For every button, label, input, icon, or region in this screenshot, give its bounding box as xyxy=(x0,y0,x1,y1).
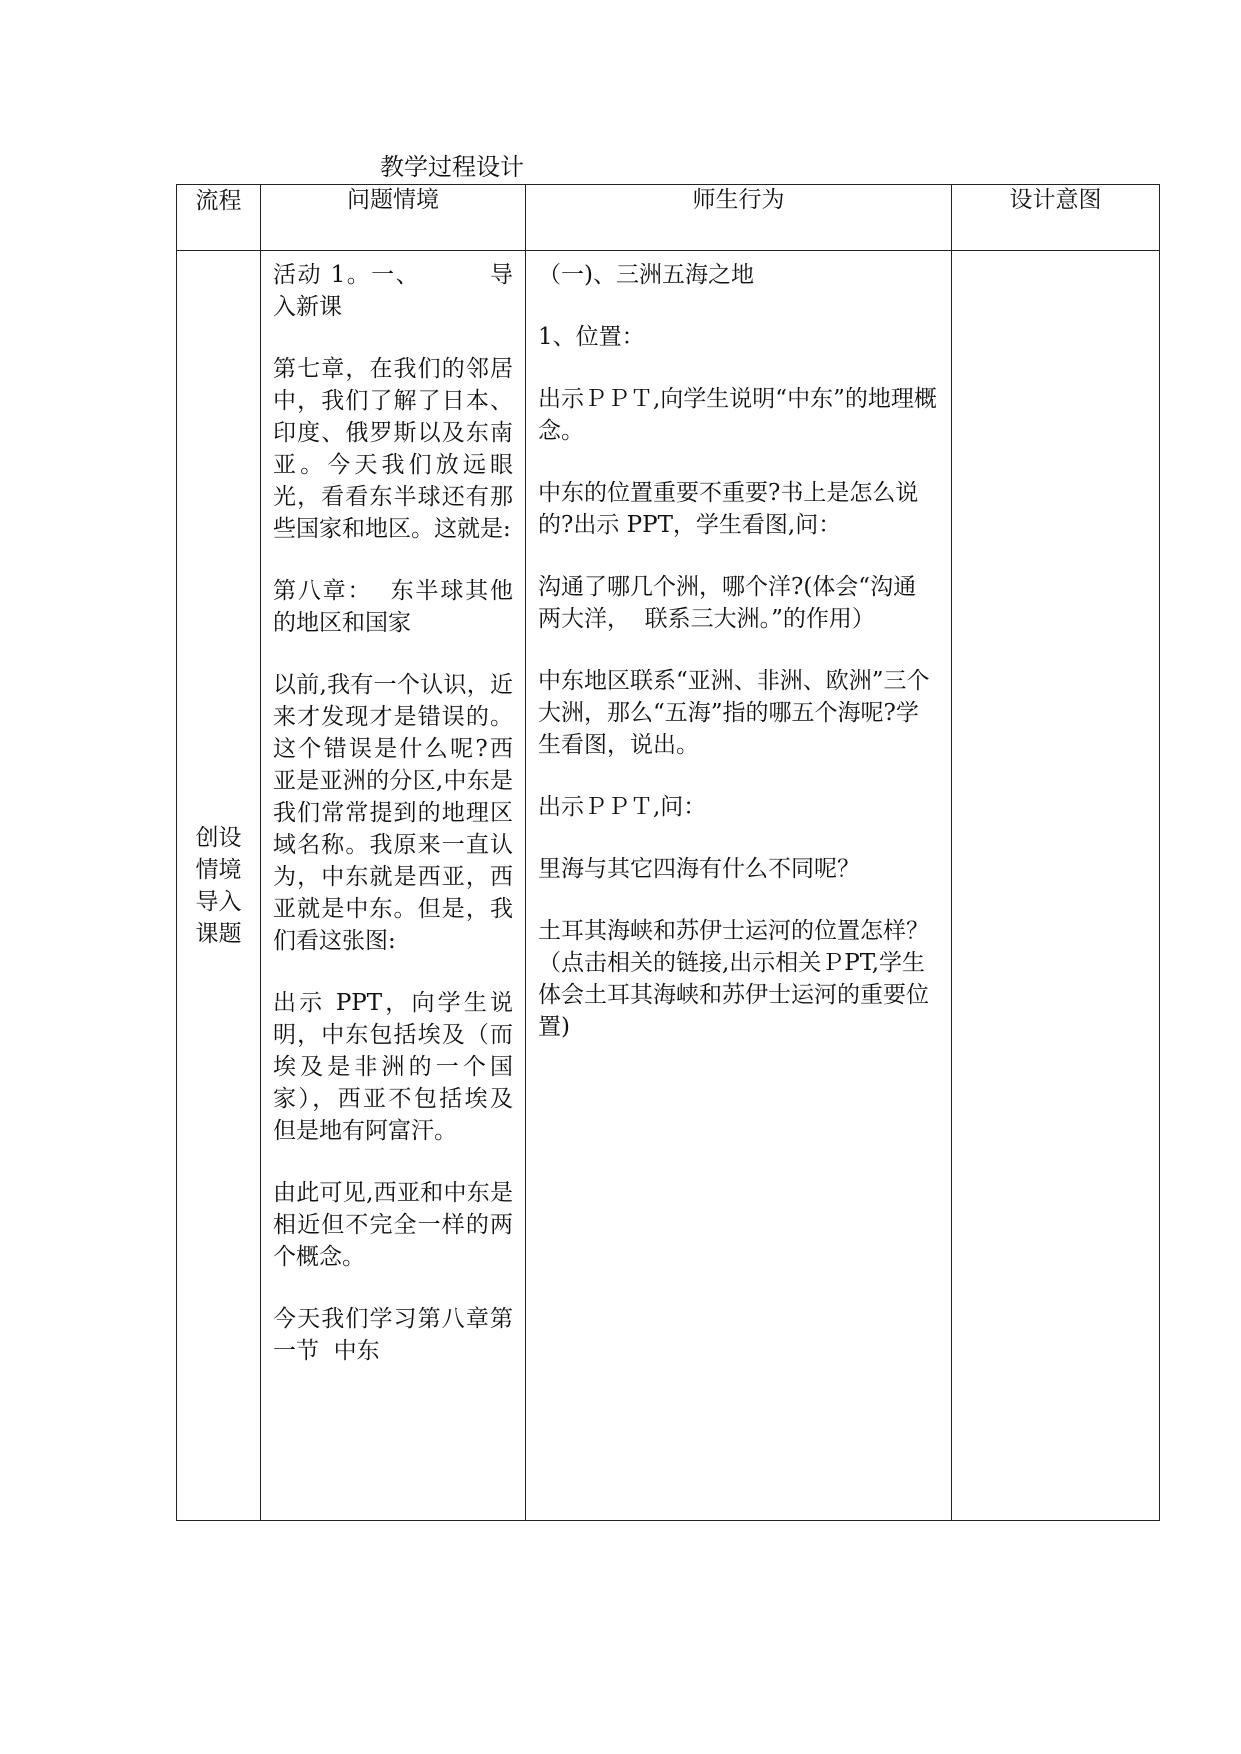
action-paragraph: 土耳其海峡和苏伊士运河的位置怎样？（点击相关的链接,出示相关ＰPT,学生体会土耳其海峡和苏伊士运河的重要位置) xyxy=(538,918,929,1040)
question-paragraph: 第八章： 东半球其他的地区和国家 xyxy=(273,578,513,636)
document-title: 教学过程设计 xyxy=(380,153,524,181)
action-paragraph: （一)、三洲五海之地 xyxy=(538,262,754,288)
action-paragraph: 出示ＰＰＴ,向学生说明“中东”的地理概念。 xyxy=(538,386,937,444)
action-paragraph: 1、位置： xyxy=(538,324,645,350)
flow-label: 创设情境导入课题 xyxy=(195,824,242,947)
actions-cell xyxy=(526,251,952,1521)
action-paragraph: 出示ＰＰＴ,问： xyxy=(538,794,707,820)
action-paragraph: 里海与其它四海有什么不同呢？ xyxy=(538,856,860,882)
question-paragraph: 由此可见,西亚和中东是相近但不完全一样的两个概念。 xyxy=(273,1180,513,1270)
question-paragraph: 第七章，在我们的邻居中，我们了解了日本、印度、俄罗斯以及东南亚。今天我们放远眼光，看看东半球还有那些国家和地区。这就是: xyxy=(273,356,513,542)
header-question: 问题情境 xyxy=(261,185,526,251)
question-paragraph: 活动 1。一、 导入新课 xyxy=(273,262,513,320)
design-cell xyxy=(952,251,1160,1521)
action-paragraph: 中东的位置重要不重要?书上是怎么说的?出示 PPT，学生看图,问： xyxy=(538,480,919,538)
flow-cell xyxy=(177,251,261,1521)
header-flow: 流程 xyxy=(177,185,261,251)
question-paragraph: 出示 PPT，向学生说明，中东包括埃及（而埃及是非洲的一个国家），西亚不包括埃及但是地有阿富汗。 xyxy=(273,990,513,1144)
question-paragraph: 以前,我有一个认识，近来才发现才是错误的。这个错误是什么呢?西亚是亚洲的分区,中东是我们常常提到的地理区域名称。我原来一直认为，中东就是西亚，西亚就是中东。但是，我们看这张图: xyxy=(273,672,513,954)
header-design: 设计意图 xyxy=(952,185,1160,251)
table-row xyxy=(177,251,1160,1521)
action-paragraph: 中东地区联系“亚洲、非洲、欧洲”三个大洲，那么“五海”指的哪五个海呢?学生看图，说出。 xyxy=(538,668,930,758)
lesson-process-table xyxy=(176,184,1160,1521)
action-paragraph: 沟通了哪几个洲，哪个洋?(体会“沟通两大洋， 联系三大洲。”的作用） xyxy=(538,574,917,632)
table-header-row xyxy=(177,185,1160,251)
header-actions: 师生行为 xyxy=(526,185,952,251)
question-paragraph: 今天我们学习第八章第一节 中东 xyxy=(273,1306,513,1364)
question-cell xyxy=(261,251,526,1521)
